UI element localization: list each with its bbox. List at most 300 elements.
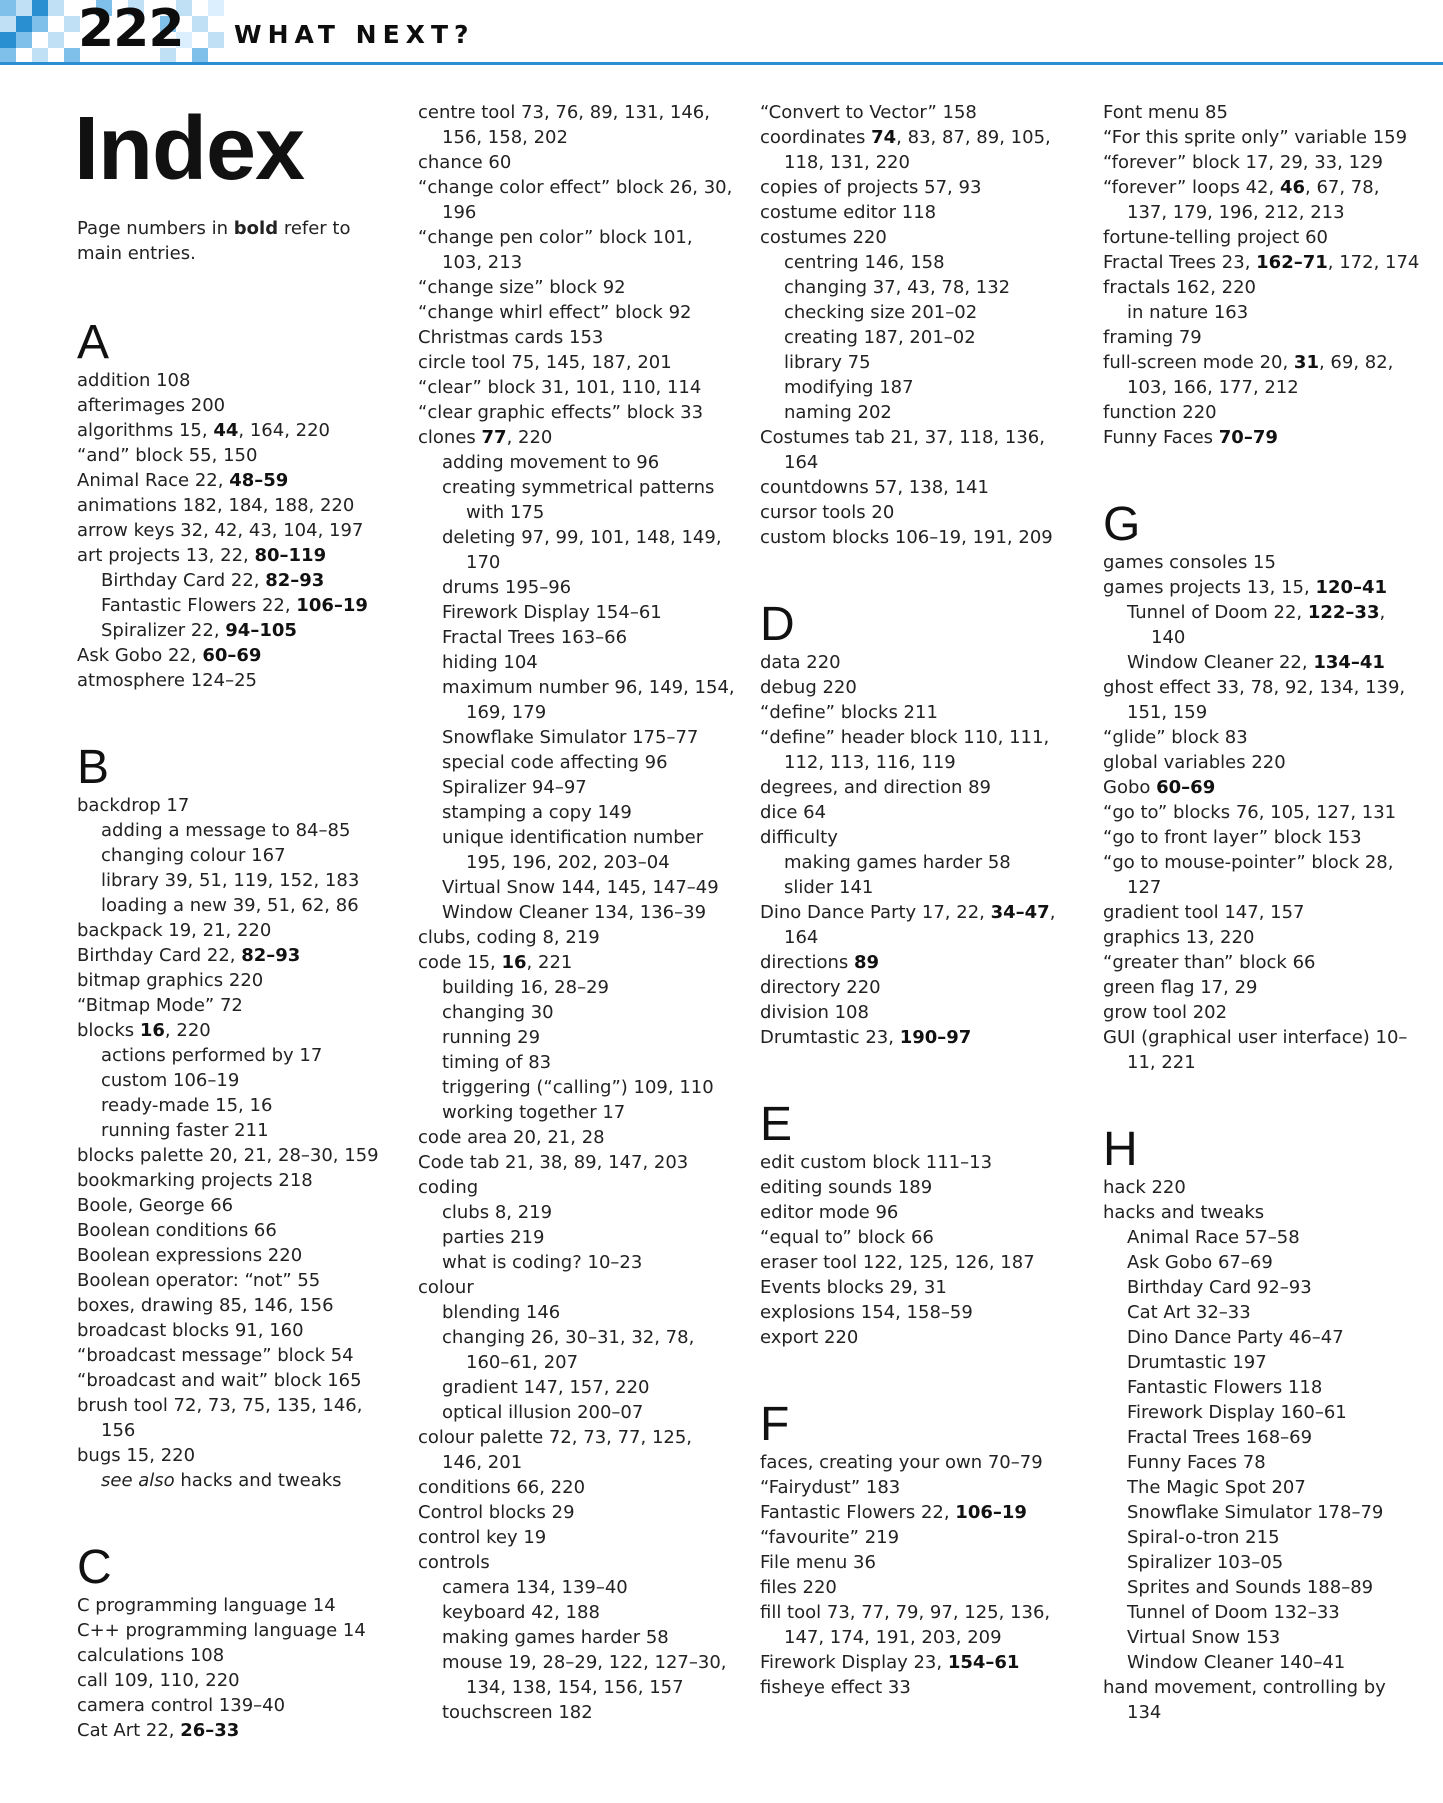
entry-text: “go to” blocks 76, 105, 127, 131 — [1103, 802, 1397, 823]
index-entry — [1103, 575, 1421, 600]
index-subentry — [1103, 1650, 1421, 1675]
index-entry — [1103, 1675, 1421, 1725]
index-subentry — [760, 350, 1078, 375]
index-subentry — [77, 1118, 395, 1143]
index-subentry — [418, 675, 736, 725]
index-subentry — [418, 1600, 736, 1625]
entry-text: Animal Race 22, — [77, 470, 230, 491]
entry-text: Boolean expressions 220 — [77, 1245, 303, 1266]
index-subentry — [1103, 1250, 1421, 1275]
index-subentry — [418, 1075, 736, 1100]
index-entry — [1103, 150, 1421, 175]
index-subentry — [77, 843, 395, 868]
entry-text: Costumes tab 21, 37, 118, 136, 164 — [760, 427, 1045, 473]
index-subentry — [418, 575, 736, 600]
index-entry — [760, 1200, 1078, 1225]
entry-text: Firework Display 23, — [760, 1652, 948, 1673]
entry-text: bitmap graphics 220 — [77, 970, 264, 991]
entry-text: “equal to” block 66 — [760, 1227, 934, 1248]
index-column-1 — [74, 99, 395, 1743]
entry-text: “clear” block 31, 101, 110, 114 — [418, 377, 702, 398]
index-column-2 — [418, 100, 736, 1725]
entry-text: running 29 — [442, 1027, 541, 1048]
index-subentry — [418, 1575, 736, 1600]
index-entry — [1103, 350, 1421, 400]
entry-text: “Bitmap Mode” 72 — [77, 995, 243, 1016]
entry-text: boxes, drawing 85, 146, 156 — [77, 1295, 334, 1316]
entry-text: camera 134, 139–40 — [442, 1577, 628, 1598]
index-entry — [418, 1525, 736, 1550]
index-entry — [418, 1475, 736, 1500]
entry-text: running faster 211 — [101, 1120, 269, 1141]
entry-text: bookmarking projects 218 — [77, 1170, 313, 1191]
index-entry — [418, 1275, 736, 1300]
index-subentry — [418, 1400, 736, 1425]
entry-text: explosions 154, 158–59 — [760, 1302, 973, 1323]
index-subentry — [77, 1043, 395, 1068]
index-entry — [77, 518, 395, 543]
entry-text: difficulty — [760, 827, 838, 848]
main-entry-pages: 60–69 — [202, 645, 262, 666]
index-subentry — [1103, 1325, 1421, 1350]
entry-text: arrow keys 32, 42, 43, 104, 197 — [77, 520, 364, 541]
entry-text: hacks and tweaks — [174, 1470, 342, 1491]
entry-text: Drumtastic 197 — [1127, 1352, 1267, 1373]
entry-text: chance 60 — [418, 152, 512, 173]
index-entry — [418, 1425, 736, 1475]
entry-text: maximum number 96, 149, 154, 169, 179 — [442, 677, 735, 723]
index-entry — [418, 225, 736, 275]
entry-text: parties 219 — [442, 1227, 545, 1248]
entry-text: Tunnel of Doom 22, — [1127, 602, 1308, 623]
main-entry-pages: 82–93 — [241, 945, 301, 966]
entry-text: Spiralizer 94–97 — [442, 777, 587, 798]
chapter-title: WHAT NEXT? — [234, 20, 475, 49]
entry-text: timing of 83 — [442, 1052, 552, 1073]
entry-text: Events blocks 29, 31 — [760, 1277, 947, 1298]
index-entry — [760, 675, 1078, 700]
index-entry — [77, 1643, 395, 1668]
index-entry — [1103, 325, 1421, 350]
index-entry — [77, 943, 395, 968]
entry-text: animations 182, 184, 188, 220 — [77, 495, 355, 516]
entry-text: C programming language 14 — [77, 1595, 336, 1616]
index-subentry — [1103, 1425, 1421, 1450]
index-subentry — [77, 818, 395, 843]
index-entry — [1103, 975, 1421, 1000]
entry-text: dice 64 — [760, 802, 827, 823]
entry-text: clubs 8, 219 — [442, 1202, 553, 1223]
index-subentry — [77, 868, 395, 893]
index-subentry — [418, 625, 736, 650]
index-subentry — [1103, 650, 1421, 675]
index-subentry — [418, 1225, 736, 1250]
entry-text: coordinates — [760, 127, 872, 148]
index-entry — [77, 1143, 395, 1168]
index-entry — [760, 1650, 1078, 1675]
entry-text: editing sounds 189 — [760, 1177, 933, 1198]
entry-text: countdowns 57, 138, 141 — [760, 477, 989, 498]
entry-text: “broadcast and wait” block 165 — [77, 1370, 362, 1391]
entry-text: “go to front layer” block 153 — [1103, 827, 1362, 848]
index-entry — [418, 425, 736, 450]
entry-text: “greater than” block 66 — [1103, 952, 1316, 973]
index-subentry — [77, 618, 395, 643]
main-entry-pages: 34–47 — [990, 902, 1050, 923]
index-subentry — [1103, 300, 1421, 325]
entry-text: Dino Dance Party 17, 22, — [760, 902, 991, 923]
index-entry — [77, 1668, 395, 1693]
index-entry — [760, 100, 1078, 125]
entry-text: clones — [418, 427, 482, 448]
entry-text: custom 106–19 — [101, 1070, 240, 1091]
entry-text: gradient 147, 157, 220 — [442, 1377, 650, 1398]
entry-text: , 69, 82, 103, 166, 177, 212 — [1127, 352, 1394, 398]
entry-text: Boolean conditions 66 — [77, 1220, 277, 1241]
entry-text: Control blocks 29 — [418, 1502, 575, 1523]
index-column-4 — [1103, 100, 1421, 1725]
index-entry — [77, 543, 395, 568]
entry-text: stamping a copy 149 — [442, 802, 632, 823]
index-entry — [1103, 900, 1421, 925]
main-entry-pages: 74 — [871, 127, 897, 148]
index-entry — [418, 375, 736, 400]
index-subentry — [77, 1068, 395, 1093]
entry-text: Boole, George 66 — [77, 1195, 234, 1216]
entry-text: changing 37, 43, 78, 132 — [784, 277, 1011, 298]
index-entry — [760, 700, 1078, 725]
entry-text: files 220 — [760, 1577, 837, 1598]
main-entry-pages: 162–71 — [1256, 252, 1328, 273]
entry-text: edit custom block 111–13 — [760, 1152, 993, 1173]
entry-text: changing 26, 30–31, 32, 78, 160–61, 207 — [442, 1327, 695, 1373]
index-entry — [760, 200, 1078, 225]
column-entries — [760, 100, 1078, 1700]
note-text-end: refer to main entries. — [77, 218, 351, 264]
entry-text: changing colour 167 — [101, 845, 286, 866]
entry-text: code area 20, 21, 28 — [418, 1127, 605, 1148]
index-entry — [418, 400, 736, 425]
index-entry — [418, 950, 736, 975]
entry-text: “Convert to Vector” 158 — [760, 102, 977, 123]
main-entry-pages: 44 — [213, 420, 239, 441]
index-entry — [760, 175, 1078, 200]
index-entry — [760, 1025, 1078, 1050]
index-entry — [1103, 175, 1421, 225]
entry-text: Window Cleaner 134, 136–39 — [442, 902, 707, 923]
entry-text: ghost effect 33, 78, 92, 134, 139, 151, 159 — [1103, 677, 1406, 723]
section-letter-b: B — [77, 741, 110, 794]
entry-text: ready-made 15, 16 — [101, 1095, 273, 1116]
index-entry — [760, 500, 1078, 525]
index-entry — [760, 1250, 1078, 1275]
entry-text: , 220 — [164, 1020, 211, 1041]
index-entry — [1103, 775, 1421, 800]
index-entry — [760, 475, 1078, 500]
index-subentry — [760, 325, 1078, 350]
entry-text: blending 146 — [442, 1302, 561, 1323]
entry-text: debug 220 — [760, 677, 857, 698]
index-entry — [77, 1618, 395, 1643]
main-entry-pages: 70–79 — [1218, 427, 1278, 448]
index-entry — [1103, 725, 1421, 750]
entry-text: “forever” loops 42, — [1103, 177, 1280, 198]
entry-text: Snowflake Simulator 178–79 — [1127, 1502, 1384, 1523]
entry-text: graphics 13, 220 — [1103, 927, 1255, 948]
index-subentry — [418, 1050, 736, 1075]
index-entry — [760, 1675, 1078, 1700]
index-entry — [418, 300, 736, 325]
index-entry — [1103, 225, 1421, 250]
entry-text: , 67, 78, 137, 179, 196, 212, 213 — [1127, 177, 1380, 223]
entry-text: library 75 — [784, 352, 871, 373]
index-entry — [1103, 850, 1421, 900]
index-entry — [1103, 925, 1421, 950]
column-entries — [77, 318, 395, 1743]
index-subentry — [418, 1650, 736, 1700]
entry-text: “change size” block 92 — [418, 277, 626, 298]
entry-text: Funny Faces 78 — [1127, 1452, 1266, 1473]
entry-text: algorithms 15, — [77, 420, 214, 441]
entry-text: blocks palette 20, 21, 28–30, 159 — [77, 1145, 379, 1166]
index-subentry — [760, 400, 1078, 425]
index-entry — [77, 393, 395, 418]
index-entry — [1103, 1175, 1421, 1200]
index-entry — [760, 1500, 1078, 1525]
entry-text: modifying 187 — [784, 377, 914, 398]
entry-text: working together 17 — [442, 1102, 626, 1123]
entry-text: fortune-telling project 60 — [1103, 227, 1328, 248]
index-entry — [77, 1318, 395, 1343]
entry-text: “change pen color” block 101, 103, 213 — [418, 227, 693, 273]
entry-text: in nature 163 — [1127, 302, 1249, 323]
entry-text: Christmas cards 153 — [418, 327, 604, 348]
index-subentry — [418, 825, 736, 875]
index-entry — [77, 1243, 395, 1268]
index-subentry — [1103, 1225, 1421, 1250]
entry-text: , 164 — [784, 902, 1056, 948]
main-entry-pages: 77 — [481, 427, 507, 448]
index-entry — [418, 1550, 736, 1575]
entry-text: Fantastic Flowers 118 — [1127, 1377, 1323, 1398]
index-entry — [418, 1175, 736, 1200]
index-entry — [760, 775, 1078, 800]
entry-text: broadcast blocks 91, 160 — [77, 1320, 304, 1341]
main-entry-pages: 94–105 — [225, 620, 297, 641]
index-subentry — [418, 800, 736, 825]
entry-text: addition 108 — [77, 370, 191, 391]
index-entry — [760, 1275, 1078, 1300]
entry-text: fisheye effect 33 — [760, 1677, 911, 1698]
index-entry — [760, 825, 1078, 850]
index-entry — [77, 1443, 395, 1468]
entry-text: Ask Gobo 67–69 — [1127, 1252, 1273, 1273]
index-subentry — [418, 1250, 736, 1275]
index-subentry — [418, 1100, 736, 1125]
entry-text: making games harder 58 — [442, 1627, 669, 1648]
entry-text: Dino Dance Party 46–47 — [1127, 1327, 1344, 1348]
entry-text: mouse 19, 28–29, 122, 127–30, 134, 138, 154, 156, 157 — [442, 1652, 727, 1698]
index-subentry — [77, 593, 395, 618]
entry-text: fractals 162, 220 — [1103, 277, 1257, 298]
entry-text: Spiralizer 22, — [101, 620, 226, 641]
entry-text: full-screen mode 20, — [1103, 352, 1294, 373]
main-entry-pages: 80–119 — [254, 545, 327, 566]
index-subentry — [1103, 1450, 1421, 1475]
entry-text: hand movement, controlling by 134 — [1103, 1677, 1386, 1723]
index-entry — [77, 1693, 395, 1718]
index-column-3 — [760, 100, 1078, 1700]
entry-text: “define” blocks 211 — [760, 702, 938, 723]
entry-text: clubs, coding 8, 219 — [418, 927, 600, 948]
entry-text: , 140 — [1151, 602, 1386, 648]
index-entry — [418, 1150, 736, 1175]
index-entry — [418, 150, 736, 175]
main-entry-pages: 134–41 — [1313, 652, 1385, 673]
entry-text: Funny Faces — [1103, 427, 1219, 448]
index-title: Index — [74, 99, 305, 199]
entry-text: Window Cleaner 140–41 — [1127, 1652, 1346, 1673]
index-subentry — [418, 650, 736, 675]
index-entry — [760, 975, 1078, 1000]
index-entry — [77, 643, 395, 668]
index-subentry — [1103, 1300, 1421, 1325]
entry-text: The Magic Spot 207 — [1127, 1477, 1306, 1498]
entry-text: eraser tool 122, 125, 126, 187 — [760, 1252, 1035, 1273]
index-subentry — [1103, 1400, 1421, 1425]
entry-text: Birthday Card 92–93 — [1127, 1277, 1312, 1298]
index-entry — [77, 468, 395, 493]
index-subentry — [418, 1200, 736, 1225]
main-entry-pages: 60–69 — [1156, 777, 1216, 798]
entry-text: slider 141 — [784, 877, 874, 898]
index-entry — [1103, 425, 1421, 450]
index-subentry — [1103, 1550, 1421, 1575]
entry-text: function 220 — [1103, 402, 1217, 423]
entry-text: Tunnel of Doom 132–33 — [1127, 1602, 1340, 1623]
entry-text: gradient tool 147, 157 — [1103, 902, 1305, 923]
entry-text: hack 220 — [1103, 1177, 1186, 1198]
entry-text: framing 79 — [1103, 327, 1202, 348]
entry-text: art projects 13, 22, — [77, 545, 255, 566]
entry-text: C++ programming language 14 — [77, 1620, 366, 1641]
index-subentry — [418, 900, 736, 925]
entry-text: checking size 201–02 — [784, 302, 978, 323]
entry-text: Cat Art 22, — [77, 1720, 181, 1741]
entry-text: deleting 97, 99, 101, 148, 149, 170 — [442, 527, 722, 573]
index-subentry — [418, 750, 736, 775]
index-entry — [760, 1175, 1078, 1200]
entry-text: hiding 104 — [442, 652, 538, 673]
section-letter-h: H — [1103, 1123, 1138, 1176]
index-entry — [77, 793, 395, 818]
entry-text: data 220 — [760, 652, 841, 673]
index-subentry — [760, 375, 1078, 400]
entry-text: directions — [760, 952, 854, 973]
index-entry — [77, 368, 395, 393]
entry-text: Fractal Trees 168–69 — [1127, 1427, 1313, 1448]
entry-text: call 109, 110, 220 — [77, 1670, 240, 1691]
entry-text: naming 202 — [784, 402, 892, 423]
entry-text: optical illusion 200–07 — [442, 1402, 644, 1423]
main-entry-pages: 122–33 — [1307, 602, 1380, 623]
index-entry — [77, 1293, 395, 1318]
index-entry — [418, 925, 736, 950]
index-entry — [760, 1325, 1078, 1350]
entry-text: triggering (“calling”) 109, 110 — [442, 1077, 714, 1098]
index-subentry — [77, 568, 395, 593]
entry-text: Font menu 85 — [1103, 102, 1228, 123]
index-entry — [1103, 750, 1421, 775]
index-entry — [77, 1343, 395, 1368]
index-entry — [77, 668, 395, 693]
main-entry-pages: 154–61 — [947, 1652, 1020, 1673]
entry-text: , 172, 174 — [1327, 252, 1420, 273]
entry-text: Fantastic Flowers 22, — [101, 595, 297, 616]
index-subentry — [418, 475, 736, 525]
note-bold-word: bold — [233, 218, 279, 239]
entry-text: special code affecting 96 — [442, 752, 668, 773]
index-entry — [760, 1450, 1078, 1475]
index-subentry — [418, 975, 736, 1000]
index-subentry — [1103, 600, 1421, 650]
entry-text: calculations 108 — [77, 1645, 225, 1666]
index-subentry — [1103, 1375, 1421, 1400]
index-subentry — [760, 850, 1078, 875]
index-entry — [760, 1225, 1078, 1250]
entry-text: “go to mouse-pointer” block 28, 127 — [1103, 852, 1394, 898]
index-subentry — [418, 1325, 736, 1375]
index-subentry — [418, 600, 736, 625]
main-entry-pages: 82–93 — [265, 570, 325, 591]
index-entry — [77, 1268, 395, 1293]
entry-text: changing 30 — [442, 1002, 554, 1023]
index-entry — [1103, 825, 1421, 850]
entry-text: division 108 — [760, 1002, 869, 1023]
entry-text: degrees, and direction 89 — [760, 777, 991, 798]
entry-text: backdrop 17 — [77, 795, 190, 816]
entry-text: Ask Gobo 22, — [77, 645, 203, 666]
entry-text: centre tool 73, 76, 89, 131, 146, 156, 158, 202 — [418, 102, 710, 148]
index-entry — [760, 125, 1078, 175]
entry-text: GUI (graphical user interface) 10–11, 221 — [1103, 1027, 1408, 1073]
entry-text: code 15, — [418, 952, 502, 973]
entry-text: Spiral-o-tron 215 — [1127, 1527, 1280, 1548]
entry-text: directory 220 — [760, 977, 881, 998]
index-entry — [418, 100, 736, 150]
index-subentry — [418, 450, 736, 475]
entry-text: controls — [418, 1552, 490, 1573]
index-entry — [77, 493, 395, 518]
index-entry — [77, 1718, 395, 1743]
index-entry — [760, 1600, 1078, 1650]
index-entry — [760, 1575, 1078, 1600]
index-subentry — [1103, 1475, 1421, 1500]
entry-text: Sprites and Sounds 188–89 — [1127, 1577, 1374, 1598]
entry-text: Fractal Trees 163–66 — [442, 627, 628, 648]
entry-text: Cat Art 32–33 — [1127, 1302, 1251, 1323]
index-subentry — [760, 250, 1078, 275]
index-entry — [760, 900, 1078, 950]
entry-text: “broadcast message” block 54 — [77, 1345, 354, 1366]
entry-text: “For this sprite only” variable 159 — [1103, 127, 1408, 148]
index-entry — [418, 275, 736, 300]
entry-text: export 220 — [760, 1327, 859, 1348]
entry-text: afterimages 200 — [77, 395, 226, 416]
entry-text: loading a new 39, 51, 62, 86 — [101, 895, 359, 916]
index-entry — [1103, 250, 1421, 275]
main-entry-pages: 48–59 — [229, 470, 289, 491]
